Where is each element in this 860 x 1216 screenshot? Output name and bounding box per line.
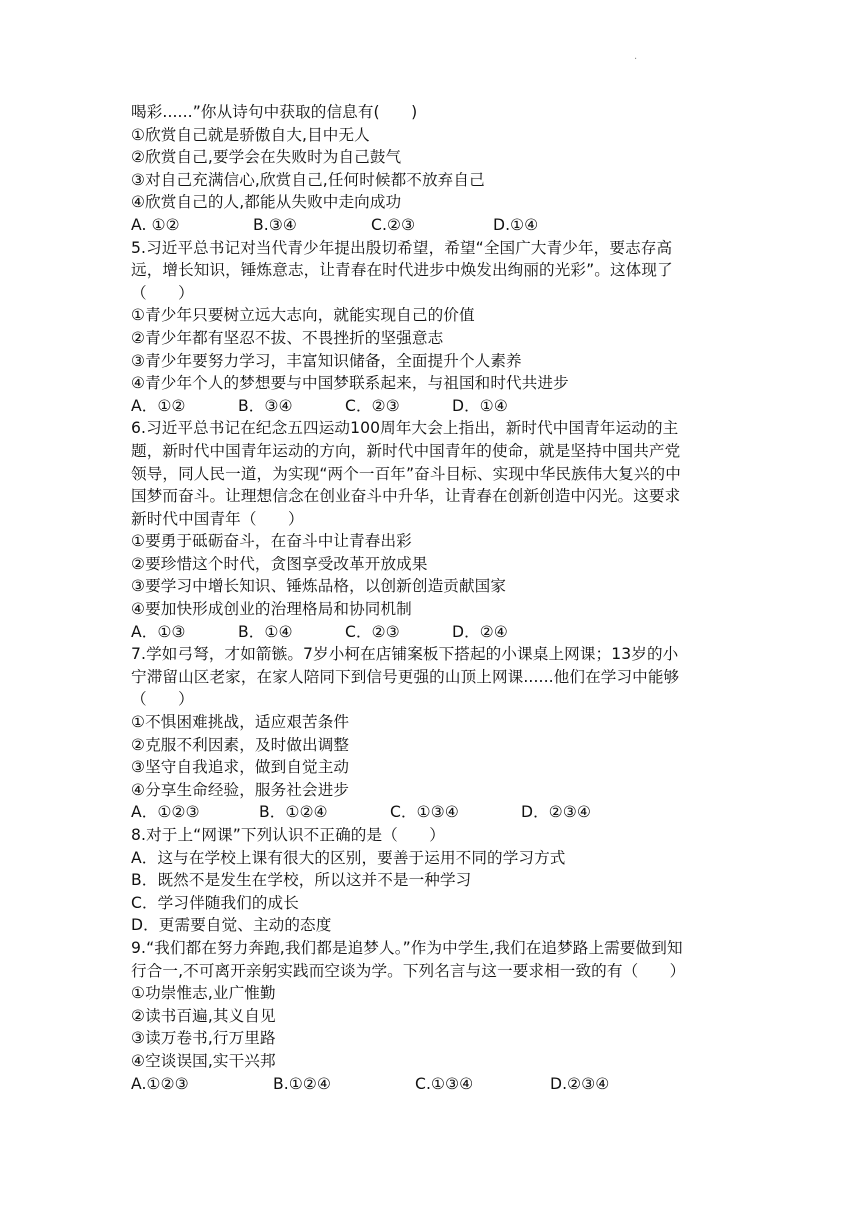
- text-line: ④青少年个人的梦想要与中国梦联系起来，与祖国和时代共进步: [131, 374, 569, 393]
- text-line: B．既然不是发生在学校，所以这并不是一种学习: [131, 871, 472, 890]
- page-dot: ·: [634, 54, 638, 65]
- answer-option: A.①②③: [131, 1074, 189, 1093]
- text-line: （ ）: [131, 690, 194, 709]
- text-line: ③读万卷书,行万里路: [131, 1029, 276, 1048]
- text-line: 6.习近平总书记在纪念五四运动100周年大会上指出，新时代中国青年运动的主: [131, 419, 679, 438]
- text-line: ②要珍惜这个时代，贪图享受改革开放成果: [131, 554, 428, 573]
- text-line: ①青少年只要树立远大志向，就能实现自己的价值: [131, 306, 475, 325]
- text-line: 国梦而奋斗。让理想信念在创业奋斗中升华，让青春在创新创造中闪光。这要求: [131, 487, 681, 506]
- text-line: A．这与在学校上课有很大的区别，要善于运用不同的学习方式: [131, 848, 566, 867]
- answer-option: B.③④: [253, 215, 298, 234]
- text-line: 行合一,不可离开亲躬实践而空谈为学。下列名言与这一要求相一致的有（ ）: [131, 961, 686, 980]
- answer-option: C．①③④: [390, 803, 459, 822]
- answer-option: A．①②: [131, 396, 186, 415]
- text-line: ④欣赏自己的人,都能从失败中走向成功: [131, 193, 402, 212]
- text-line: 宁滞留山区老家，在家人陪同下到信号更强的山顶上网课......他们在学习中能够: [131, 667, 680, 686]
- answer-option: C．②③: [345, 622, 400, 641]
- text-line: ③对自己充满信心,欣赏自己,任何时候都不放弃自己: [131, 170, 485, 189]
- text-line: 8.对于上“网课”下列认识不正确的是（ ）: [131, 826, 445, 844]
- text-line: ①要勇于砥砺奋斗，在奋斗中让青春出彩: [131, 532, 412, 551]
- text-line: ②欣赏自己,要学会在失败时为自己鼓气: [131, 148, 402, 167]
- answer-options: [131, 214, 731, 237]
- answer-options: [131, 1073, 731, 1096]
- answer-option: B．①④: [238, 622, 293, 641]
- answer-options: [131, 801, 731, 824]
- text-line: 喝彩......”你从诗句中获取的信息有( ): [131, 103, 418, 121]
- answer-option: D.②③④: [550, 1074, 610, 1093]
- text-line: ③要学习中增长知识、锤炼品格，以创新创造贡献国家: [131, 577, 507, 596]
- text-line: ①不惧困难挑战，适应艰苦条件: [131, 713, 350, 732]
- question-text-block: [131, 101, 731, 1095]
- answer-option: B．③④: [238, 396, 293, 415]
- text-line: C．学习伴随我们的成长: [131, 893, 299, 912]
- text-line: ②克服不利因素，及时做出调整: [131, 735, 350, 754]
- text-line: （ ）: [131, 283, 194, 302]
- answer-options: [131, 395, 731, 418]
- text-line: 新时代中国青年（ ）: [131, 509, 304, 528]
- text-line: ①欣赏自己就是骄傲自大,目中无人: [131, 125, 370, 144]
- answer-option: C.②③: [371, 215, 416, 234]
- answer-option: D．②④: [452, 622, 508, 641]
- text-line: ②读书百遍,其义自见: [131, 1006, 276, 1025]
- text-line: ①功崇惟志,业广惟勤: [131, 984, 276, 1003]
- answer-option: A．①②③: [131, 803, 200, 822]
- answer-option: C．②③: [345, 396, 400, 415]
- answer-option: A．①③: [131, 622, 186, 641]
- text-line: D．更需要自觉、主动的态度: [131, 916, 332, 935]
- text-line: 7.学如弓弩，才如箭镞。7岁小柯在店铺案板下搭起的小课桌上网课；13岁的小: [131, 645, 679, 664]
- text-line: ④要加快形成创业的治理格局和协同机制: [131, 600, 412, 619]
- answer-option: C.①③④: [415, 1074, 474, 1093]
- answer-options: [131, 621, 731, 644]
- answer-option: B.①②④: [273, 1074, 332, 1093]
- answer-option: A. ①②: [131, 215, 180, 234]
- answer-option: D．①④: [452, 396, 508, 415]
- text-line: ③坚守自我追求，做到自觉主动: [131, 758, 350, 777]
- text-line: ②青少年都有坚忍不拔、不畏挫折的坚强意志: [131, 328, 444, 347]
- text-line: 9.“我们都在努力奔跑,我们都是追梦人。”作为中学生,我们在追梦路上需要做到知: [131, 938, 683, 957]
- answer-option: B．①②④: [259, 803, 328, 822]
- text-line: 5.习近平总书记对当代青少年提出殷切希望，希望“全国广大青少年，要志存高: [131, 238, 673, 257]
- text-line: ④分享生命经验，服务社会进步: [131, 780, 350, 799]
- text-line: 题，新时代中国青年运动的方向，新时代中国青年的使命，就是坚持中国共产党: [131, 441, 681, 460]
- text-line: 远，增长知识，锤炼意志，让青春在时代进步中焕发出绚丽的光彩”。这体现了: [131, 261, 673, 280]
- text-line: ④空谈误国,实干兴邦: [131, 1051, 276, 1070]
- text-line: ③青少年要努力学习，丰富知识储备，全面提升个人素养: [131, 351, 522, 370]
- text-line: 领导，同人民一道，为实现“两个一百年”奋斗目标、实现中华民族伟大复兴的中: [131, 464, 681, 483]
- answer-option: D．②③④: [521, 803, 592, 822]
- answer-option: D.①④: [493, 215, 539, 234]
